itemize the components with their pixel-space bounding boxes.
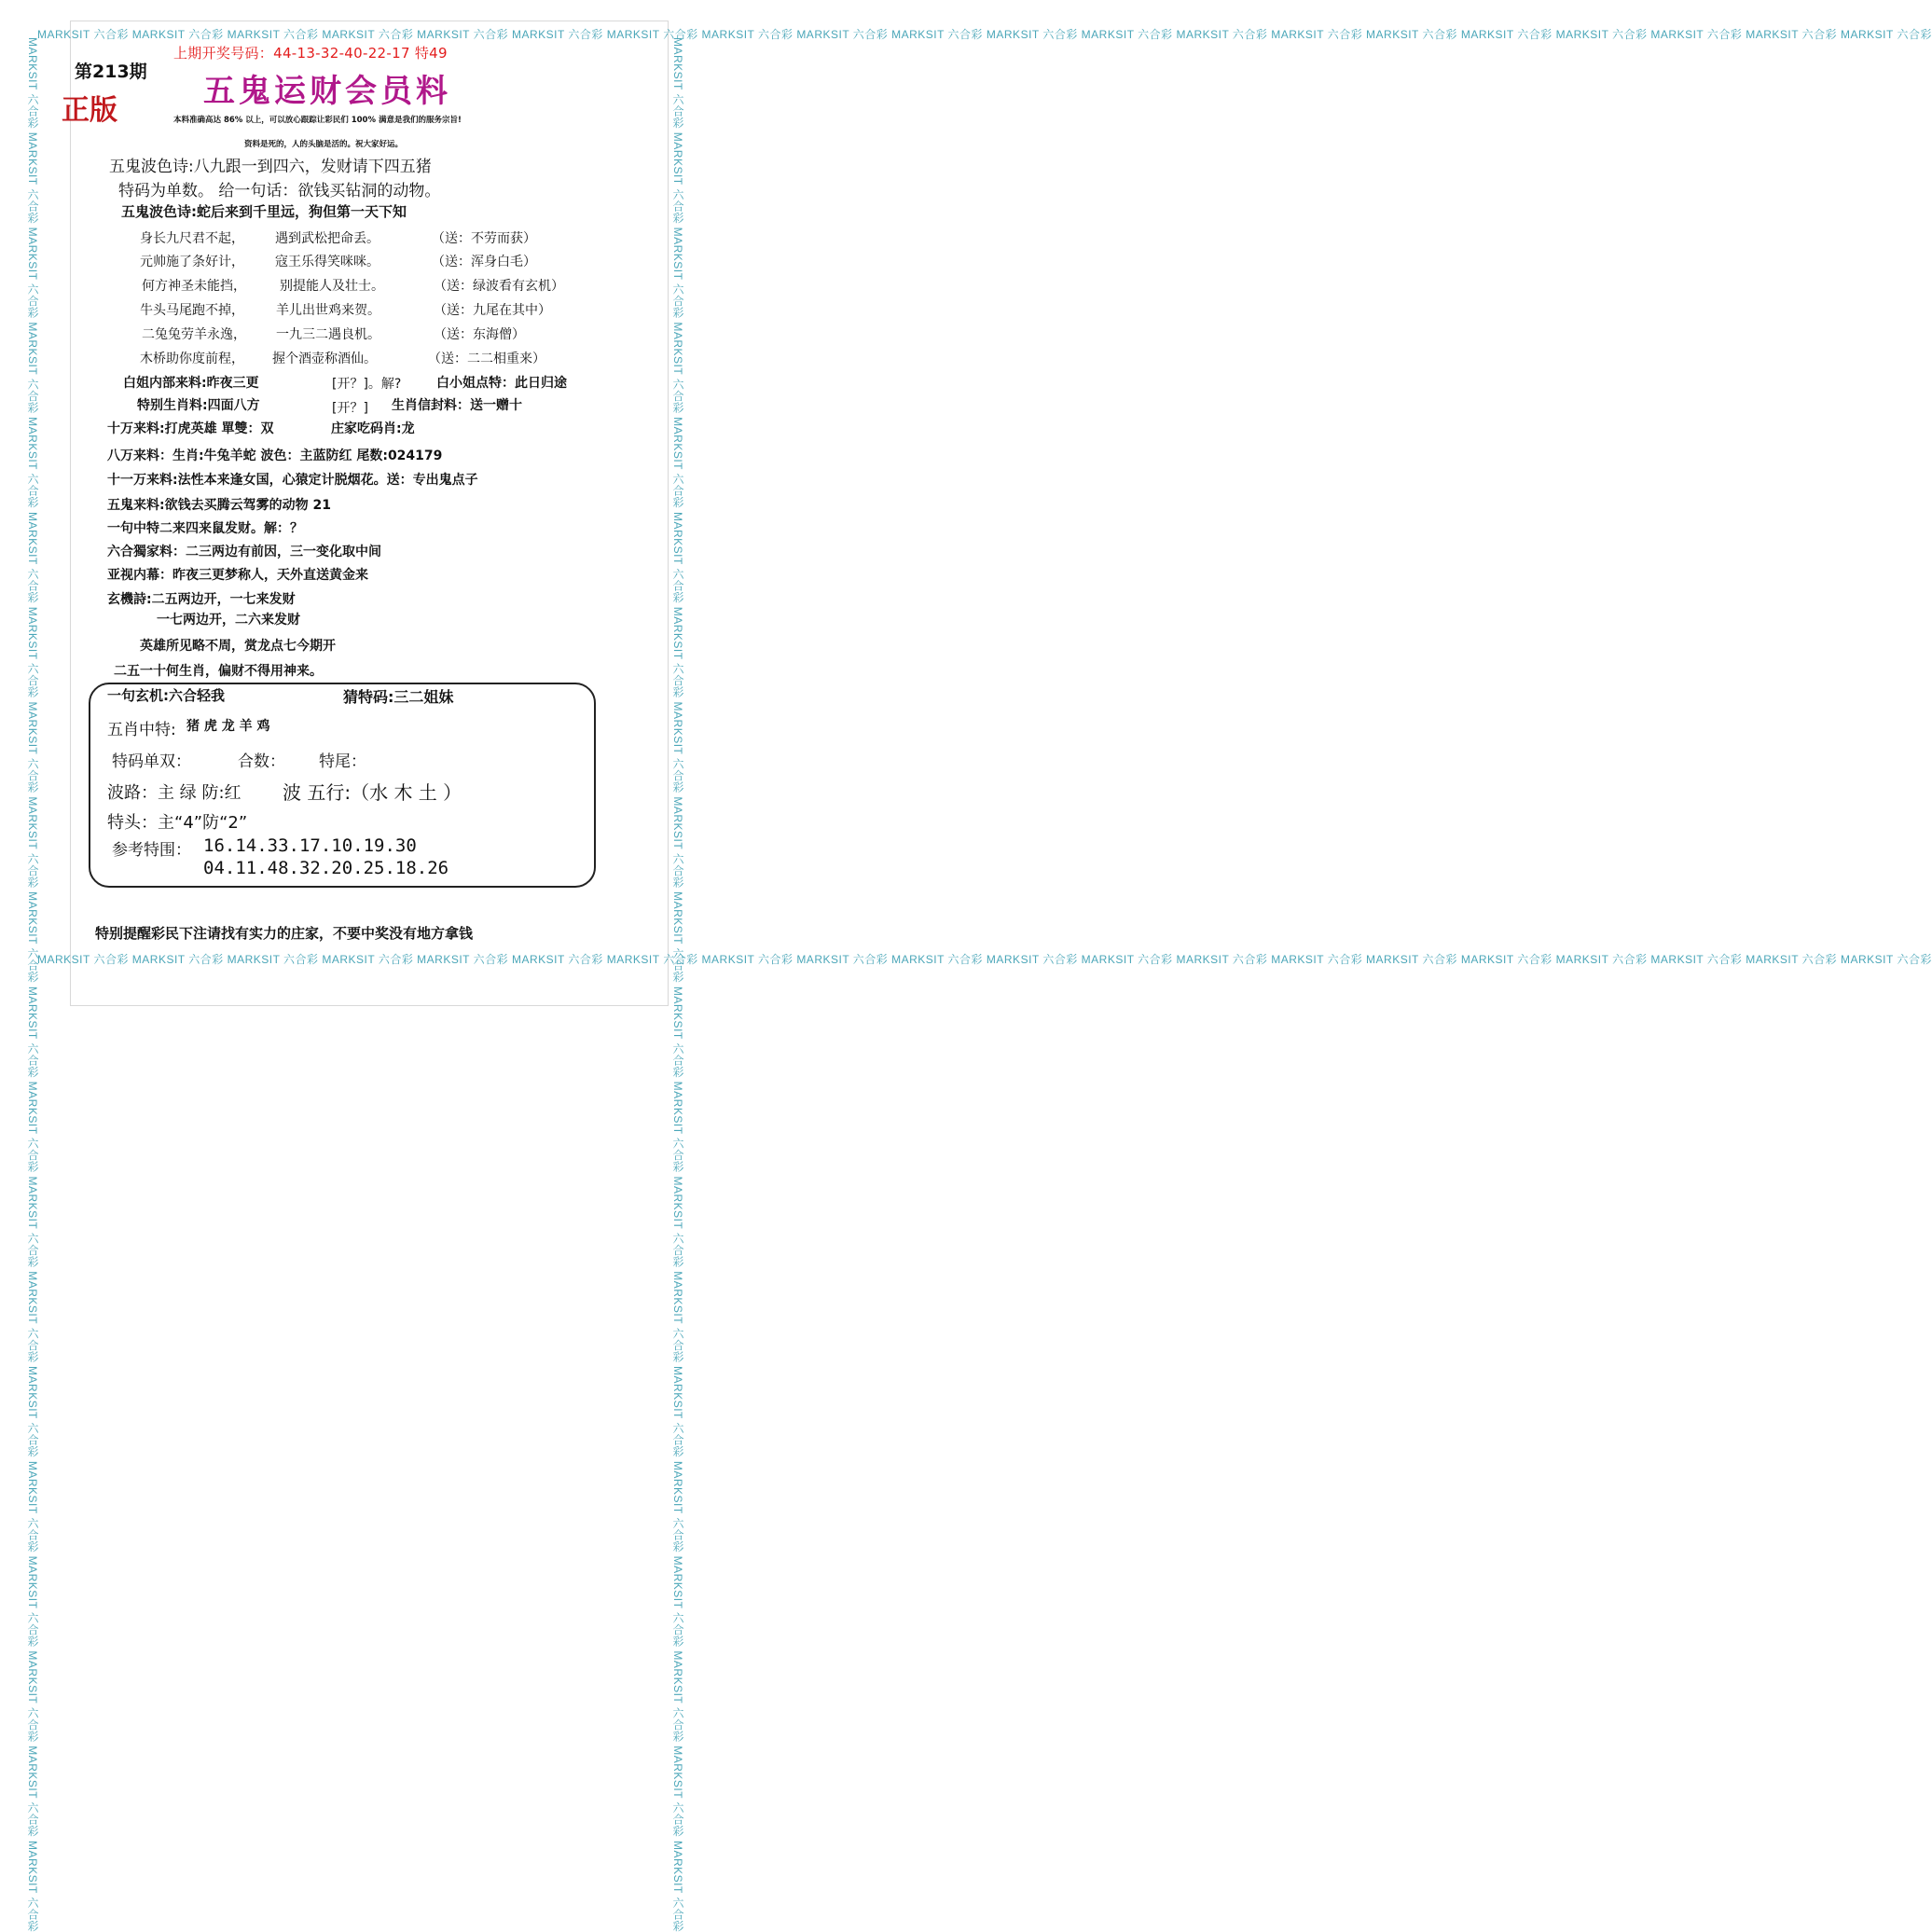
verse-4a: 牛头马尾跑不掉，: [140, 303, 244, 318]
verse-3a: 何方神圣未能挡，: [142, 279, 246, 294]
tip-riddle-poem-2: 一七两边开，二六来发财: [157, 613, 300, 628]
watermark-border-left: MARKSIT 六合彩 MARKSIT 六合彩 MARKSIT 六合彩 MARKSIT 六合彩 MARKSIT 六合彩 MARKSIT 六合彩 MARKSIT 六合彩 MARKSIT 六合彩 MARKSIT 六合彩 MARKSIT 六合彩 MARKSIT 六合彩 MARKSIT 六合彩 MARKSIT 六合彩 MARKSIT 六合彩 MARKSIT 六合彩 MARKSIT 六合彩 MARKSIT 六合彩 MARKSIT 六合彩 MARKSIT 六合彩 MARKSIT 六合彩: [26, 37, 39, 1932]
tip-dealer: 庄家吃码肖:龙: [331, 421, 415, 436]
tip-baijie: 白姐内部来料:昨夜三更: [123, 376, 259, 391]
verse-1a: 身长九尺君不起，: [140, 231, 244, 246]
tip-exclusive: 六合獨家料：二三两边有前因，三一变化取中间: [107, 545, 381, 559]
poem-line-3: 五鬼波色诗:蛇后来到千里远，狗但第一天下知: [121, 203, 407, 220]
verse-2c: （送：浑身白毛）: [432, 255, 536, 269]
tip-hero-line: 英雄所见略不周，赏龙点七今期开: [140, 639, 336, 654]
tip-five-ghosts: 五鬼来料:欲钱去买腾云驾雾的动物 21: [107, 498, 331, 513]
page-title: 五鬼运财会员料: [203, 73, 451, 110]
poem-line-1: 五鬼波色诗:八九跟一到四六，发财请下四五猪: [109, 158, 432, 176]
poem-line-2: 特码为单数。 给一句话：欲钱买钻洞的动物。: [118, 182, 441, 200]
box-ref-line-1: 16.14.33.17.10.19.30: [203, 835, 417, 856]
verse-4b: 羊儿出世鸡来贺。: [276, 303, 380, 318]
previous-numbers: 上期开奖号码：44-13-32-40-22-17 特49: [173, 45, 448, 62]
tip-special-zodiac: 特别生肖料:四面八方: [137, 398, 260, 413]
box-ref-line-2: 04.11.48.32.20.25.18.26: [203, 858, 449, 878]
footer-warning: 特别提醒彩民下注请找有实力的庄家，不要中奖没有地方拿钱: [95, 925, 474, 942]
tip-110k: 十一万来料:法性本来逢女国，心猿定计脱烟花。送：专出鬼点子: [107, 473, 478, 488]
tip-wealth-line: 二五一十何生肖，偏财不得用神来。: [114, 664, 323, 679]
box-elements: 波 五行:（水 木 土 ）: [283, 781, 462, 804]
verse-5a: 二兔兔劳羊永逸，: [142, 327, 246, 342]
box-tail: 特尾：: [319, 752, 366, 771]
tip-baixiaojie: 白小姐点特：此日归途: [436, 376, 567, 391]
verse-6a: 木桥助你度前程，: [140, 352, 244, 366]
official-label: 正版: [62, 94, 117, 127]
watermark-border-bottom: MARKSIT 六合彩 MARKSIT 六合彩 MARKSIT 六合彩 MARKSIT 六合彩 MARKSIT 六合彩 MARKSIT 六合彩 MARKSIT 六合彩 MARKSIT 六合彩 MARKSIT 六合彩 MARKSIT 六合彩 MARKSIT 六合彩 MARKSIT 六合彩 MARKSIT 六合彩 MARKSIT 六合彩 MARKSIT 六合彩 MARKSIT 六合彩 MARKSIT 六合彩 MARKSIT 六合彩 MARKSIT 六合彩 MARKSIT 六合彩: [37, 953, 1932, 966]
verse-6b: 握个酒壶称酒仙。: [272, 352, 377, 366]
tip-atv-inside: 亚视内幕：昨夜三更梦称人，天外直送黄金来: [107, 568, 368, 583]
watermark-border-top: MARKSIT 六合彩 MARKSIT 六合彩 MARKSIT 六合彩 MARKSIT 六合彩 MARKSIT 六合彩 MARKSIT 六合彩 MARKSIT 六合彩 MARKSIT 六合彩 MARKSIT 六合彩 MARKSIT 六合彩 MARKSIT 六合彩 MARKSIT 六合彩 MARKSIT 六合彩 MARKSIT 六合彩 MARKSIT 六合彩 MARKSIT 六合彩 MARKSIT 六合彩 MARKSIT 六合彩 MARKSIT 六合彩 MARKSIT 六合彩: [37, 28, 1932, 41]
box-odd-even: 特码单双：: [112, 752, 191, 771]
verse-2a: 元帅施了条好计，: [140, 255, 244, 269]
box-five-label: 五肖中特:: [107, 721, 176, 739]
verse-5b: 一九三二遇良机。: [276, 327, 380, 342]
box-wave: 波路：主 绿 防:红: [107, 783, 242, 803]
tip-100k: 十万来料:打虎英雄 單雙：双: [107, 421, 274, 436]
box-head: 特头：主“4”防“2”: [107, 813, 248, 833]
box-ref-label: 参考特围：: [112, 841, 191, 860]
tip-envelope: 生肖信封料：送一赠十: [392, 398, 522, 413]
motto-notice: 资料是死的，人的头脑是活的。祝大家好运。: [244, 140, 404, 149]
tip-80k: 八万来料：生肖:牛兔羊蛇 波色：主蓝防红 尾数:024179: [107, 448, 443, 463]
tip-one-phrase: 一句中特二来四来鼠发财。解：？: [107, 521, 303, 536]
verse-6c: （送：二二相重来）: [428, 352, 545, 366]
accuracy-notice: 本料准确高达 86% 以上，可以放心跟踪让彩民们 100% 满意是我们的服务宗旨!: [173, 116, 462, 125]
tip-baijie-open: [开？]。解?: [332, 377, 402, 392]
box-guess: 猜特码:三二姐妹: [343, 688, 454, 706]
verse-3b: 别提能人及壮士。: [280, 279, 384, 294]
issue-number: 第213期: [75, 62, 147, 82]
box-riddle: 一句玄机:六合轻我: [107, 687, 225, 704]
tip-riddle-poem-1: 玄機詩:二五两边开，一七来发财: [107, 592, 296, 607]
verse-1c: （送：不劳而获）: [432, 231, 536, 246]
watermark-border-right: MARKSIT 六合彩 MARKSIT 六合彩 MARKSIT 六合彩 MARKSIT 六合彩 MARKSIT 六合彩 MARKSIT 六合彩 MARKSIT 六合彩 MARKSIT 六合彩 MARKSIT 六合彩 MARKSIT 六合彩 MARKSIT 六合彩 MARKSIT 六合彩 MARKSIT 六合彩 MARKSIT 六合彩 MARKSIT 六合彩 MARKSIT 六合彩 MARKSIT 六合彩 MARKSIT 六合彩 MARKSIT 六合彩 MARKSIT 六合彩: [671, 37, 684, 1932]
box-five-value: 猪 虎 龙 羊 鸡: [186, 719, 270, 734]
verse-1b: 遇到武松把命丢。: [275, 231, 380, 246]
verse-3c: （送：绿波看有玄机）: [434, 279, 564, 294]
verse-2b: 寇王乐得笑咪咪。: [275, 255, 380, 269]
tip-special-open: [开？]: [332, 401, 368, 416]
verse-5c: （送：东海僧）: [434, 327, 525, 342]
verse-4c: （送：九尾在其中）: [434, 303, 551, 318]
box-sum: 合数：: [238, 752, 285, 771]
